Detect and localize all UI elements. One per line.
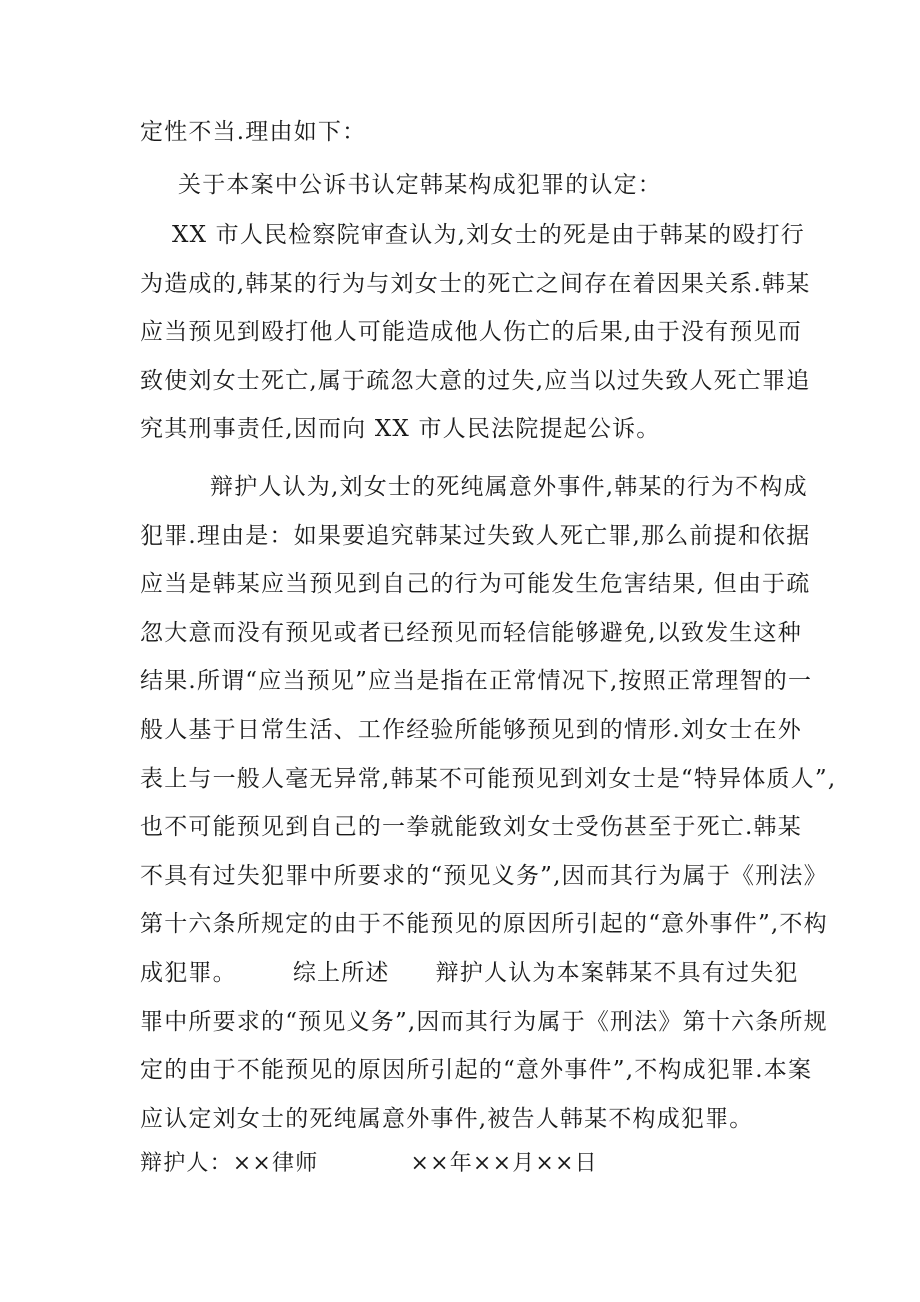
paragraph-defense bbox=[140, 472, 837, 1152]
text-fragment: 辩护人认为本案韩某不具有过失犯 bbox=[435, 959, 799, 986]
text-line: 罪中所要求的“预见义务”,因而其行为属于《刑法》第十六条所规 bbox=[140, 1008, 828, 1035]
text-line: 结果.所谓“应当预见”应当是指在正常情况下,按照正常理智的一 bbox=[140, 668, 813, 695]
text-line: 致使刘女士死亡,属于疏忽大意的过失,应当以过失致人死亡罪追 bbox=[140, 367, 811, 394]
text-line: 究其刑事责任,因而向 XX 市人民法院提起公诉。 bbox=[140, 416, 661, 443]
text-fragment: 成犯罪。 bbox=[140, 959, 237, 986]
text-line: 定的由于不能预见的原因所引起的“意外事件”,不构成犯罪.本案 bbox=[140, 1057, 813, 1084]
text-line: 第十六条所规定的由于不能预见的原因所引起的“意外事件”,不构 bbox=[140, 911, 828, 938]
text-line: 定性不当.理由如下： bbox=[140, 119, 367, 145]
text-line-summary bbox=[140, 958, 799, 1007]
text-line: 犯罪.理由是：如果要追究韩某过失致人死亡罪,那么前提和依据 bbox=[140, 522, 811, 549]
text-line: XX 市人民检察院审查认为,刘女士的死是由于韩某的殴打行 bbox=[172, 222, 805, 248]
text-line: 辩护人认为,刘女士的死纯属意外事件,韩某的行为不构成 bbox=[210, 474, 808, 500]
text-line: 忽大意而没有预见或者已经预见而轻信能够避免,以致发生这种 bbox=[140, 619, 802, 646]
signature-line bbox=[140, 1148, 790, 1179]
text-fragment: 综上所述 bbox=[292, 959, 390, 986]
signature-date: ××年××月××日 bbox=[410, 1151, 598, 1176]
text-line: 为造成的,韩某的行为与刘女士的死亡之间存在着因果关系.韩某 bbox=[140, 270, 811, 297]
section-heading: 关于本案中公诉书认定韩某构成犯罪的认定： bbox=[178, 172, 662, 198]
text-line: 也不可能预见到自己的一拳就能致刘女士受伤甚至于死亡.韩某 bbox=[140, 814, 802, 841]
text-line: 应当是韩某应当预见到自己的行为可能发生危害结果, 但由于疏 bbox=[140, 571, 811, 598]
text-line: 应当预见到殴打他人可能造成他人伤亡的后果,由于没有预见而 bbox=[140, 319, 802, 346]
text-line: 般人基于日常生活、工作经验所能够预见到的情形.刘女士在外 bbox=[140, 716, 802, 743]
text-line: 表上与一般人毫无异常,韩某不可能预见到刘女士是“特异体质人”, bbox=[140, 765, 837, 792]
paragraph-prosecution bbox=[140, 220, 811, 463]
signature-lawyer: 辩护人：××律师 bbox=[140, 1151, 319, 1176]
text-line: 不具有过失犯罪中所要求的“预见义务”,因而其行为属于《刑法》 bbox=[140, 862, 828, 889]
text-line: 应认定刘女士的死纯属意外事件,被告人韩某不构成犯罪。 bbox=[140, 1105, 754, 1132]
